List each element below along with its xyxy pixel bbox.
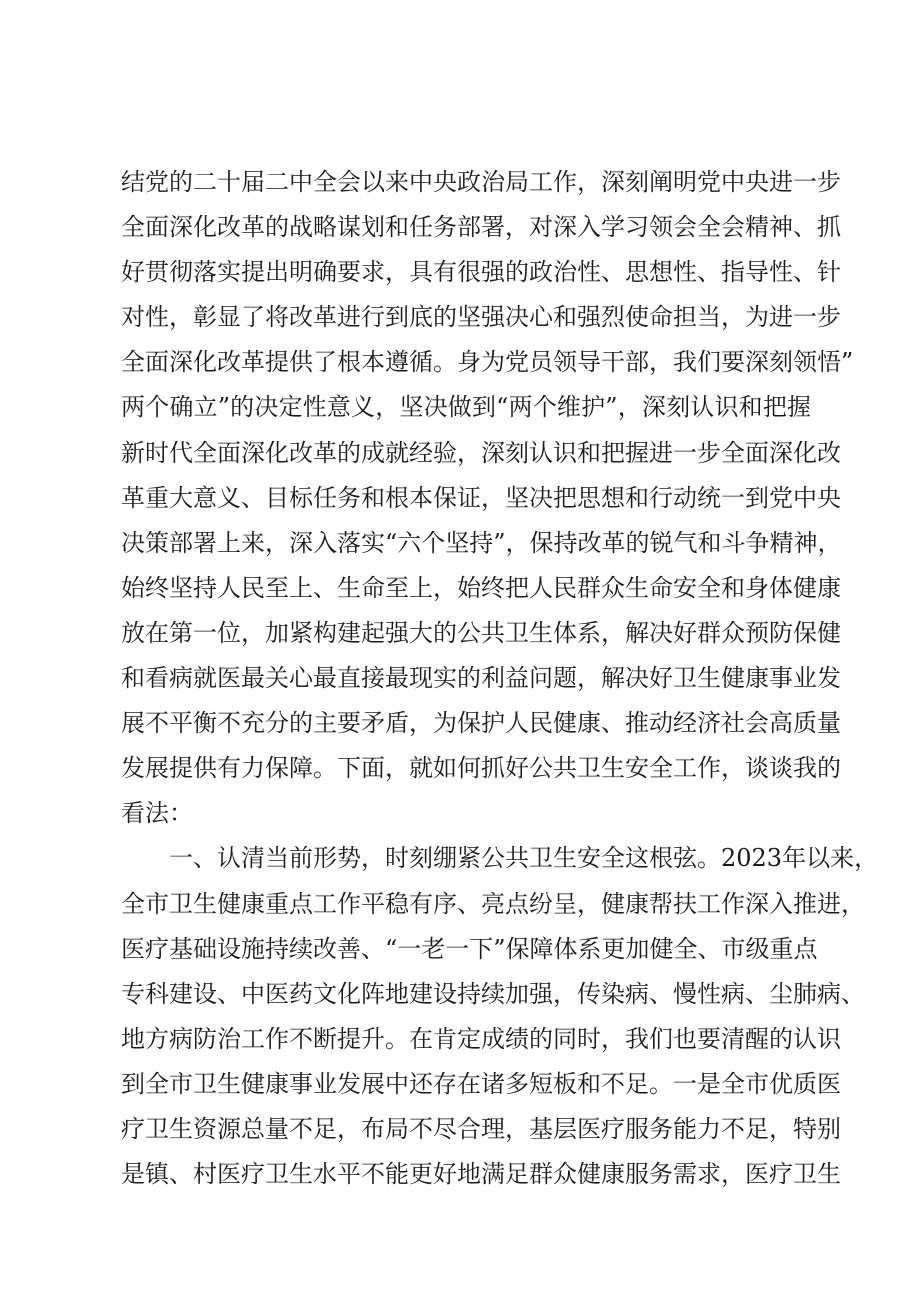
document-body — [121, 160, 879, 1197]
text-line: 专科建设、中医药文化阵地建设持续加强，传染病、慢性病、尘肺病、 — [121, 979, 865, 1008]
text-line: 始终坚持人民至上、生命至上，始终把人民群众生命安全和身体健康 — [121, 573, 841, 602]
text-line: 全面深化改革提供了根本遵循。身为党员领导干部，我们要深刻领悟” — [121, 348, 854, 377]
text-line: 放在第一位，加紧构建起强大的公共卫生体系，解决好群众预防保健 — [121, 618, 841, 647]
text-line: 全面深化改革的战略谋划和任务部署，对深入学习领会全会精神、抓 — [121, 213, 841, 242]
text-line: 是镇、村医疗卫生水平不能更好地满足群众健康服务需求，医疗卫生 — [121, 1160, 841, 1189]
text-line: 两个确立”的决定性意义，坚决做到“两个维护”，深刻认识和把握 — [121, 393, 811, 422]
text-line: 看法： — [121, 799, 193, 828]
text-line: 好贯彻落实提出明确要求，具有很强的政治性、思想性、指导性、针 — [121, 258, 841, 287]
text-line: 疗卫生资源总量不足，布局不尽合理，基层医疗服务能力不足，特别 — [121, 1114, 841, 1143]
text-line: 结党的二十届二中全会以来中央政治局工作，深刻阐明党中央进一步 — [121, 168, 841, 196]
text-line: 发展提供有力保障。下面，就如何抓好公共卫生安全工作，谈谈我的 — [121, 754, 841, 783]
paragraph — [121, 160, 854, 836]
text-line: 决策部署上来，深入落实“六个坚持”，保持改革的锐气和斗争精神， — [121, 528, 842, 557]
paragraph — [121, 836, 879, 1197]
text-line: 对性，彰显了将改革进行到底的坚强决心和强烈使命担当，为进一步 — [121, 303, 841, 332]
text-line: 到全市卫生健康事业发展中还存在诸多短板和不足。一是全市优质医 — [121, 1069, 841, 1098]
text-line: 一、认清当前形势，时刻绷紧公共卫生安全这根弦。2023年以来， — [169, 844, 879, 873]
text-line: 新时代全面深化改革的成就经验，深刻认识和把握进一步全面深化改 — [121, 438, 841, 467]
text-line: 革重大意义、目标任务和根本保证，坚决把思想和行动统一到党中央 — [121, 483, 841, 512]
text-line: 全市卫生健康重点工作平稳有序、亮点纷呈，健康帮扶工作深入推进， — [121, 889, 865, 918]
text-line: 医疗基础设施持续改善、“一老一下”保障体系更加健全、市级重点 — [121, 934, 818, 963]
text-line: 地方病防治工作不断提升。在肯定成绩的同时，我们也要清醒的认识 — [121, 1024, 841, 1053]
text-line: 和看病就医最关心最直接最现实的利益问题，解决好卫生健康事业发 — [121, 664, 841, 693]
text-line: 展不平衡不充分的主要矛盾，为保护人民健康、推动经济社会高质量 — [121, 709, 841, 738]
